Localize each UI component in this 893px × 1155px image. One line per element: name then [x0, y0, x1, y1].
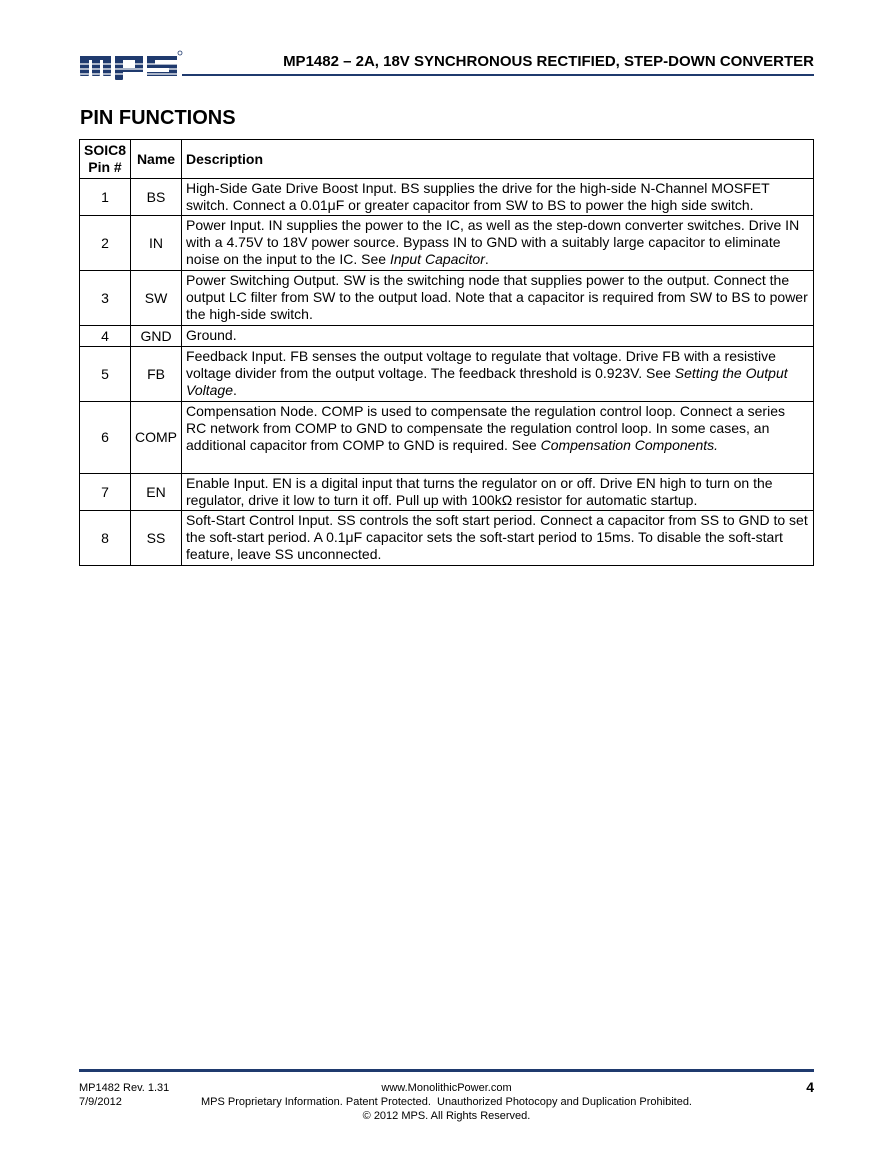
pin-number: 1 — [80, 179, 131, 216]
pin-name: SS — [131, 511, 182, 566]
desc-end: . — [484, 251, 489, 267]
table-header-row — [80, 140, 814, 179]
proprietary-notice: MPS Proprietary Information. Patent Protected. Unauthorized Photocopy and Duplication Prohibited. — [201, 1096, 692, 1108]
pin-name: BS — [131, 179, 182, 216]
pin-number: 5 — [80, 347, 131, 402]
table-row — [80, 347, 814, 402]
header-name: Name — [131, 140, 182, 179]
header-pin — [80, 140, 131, 179]
pin-description — [182, 271, 814, 326]
header-pin-line1: SOIC8 — [84, 142, 127, 158]
pin-description — [182, 326, 814, 347]
document-title: MP1482 – 2A, 18V SYNCHRONOUS RECTIFIED, STEP-DOWN CONVERTER — [283, 53, 814, 70]
desc-reference: Input Capacitor — [389, 251, 485, 267]
revision-date: 7/9/2012 — [79, 1096, 122, 1108]
header-pin-line2: Pin # — [88, 159, 122, 175]
pin-name: GND — [131, 326, 182, 347]
pin-name: FB — [131, 347, 182, 402]
header-divider — [182, 74, 814, 76]
desc-text: Feedback Input. FB senses the output voltage to regulate that voltage. Drive FB with a resistive voltage divider from the output voltage. The feedback threshold is 0.923V. See — [186, 348, 776, 381]
pin-description — [182, 474, 814, 511]
desc-text: Soft-Start Control Input. SS controls the soft start period. Connect a capacitor from SS to GND to set the soft-start period. A 0.1μF capacitor sets the soft-start period to 15ms. To disable the soft-start feature, leave SS unconnected. — [186, 512, 808, 562]
pin-number: 4 — [80, 326, 131, 347]
pin-description — [182, 179, 814, 216]
desc-end: . — [232, 382, 237, 398]
table-row — [80, 474, 814, 511]
pin-description — [182, 511, 814, 566]
desc-text: Compensation Node. COMP is used to compensate the regulation control loop. Connect a series RC network from COMP to GND to compensate the regulation control loop. In some cases, an additional capacitor from COMP to GND is required. See — [186, 403, 785, 453]
pin-name: SW — [131, 271, 182, 326]
footer-notice-block — [150, 1081, 743, 1123]
desc-reference: Setting the Output Voltage — [186, 365, 788, 398]
desc-text: Enable Input. EN is a digital input that turns the regulator on or off. Drive EN high to turn on the regulator, drive it low to turn it off. Pull up with 100kΩ resistor for automatic startup. — [186, 475, 773, 508]
pin-number: 7 — [80, 474, 131, 511]
desc-text: Power Input. IN supplies the power to the IC, as well as the step-down converter switches. Drive IN with a 4.75V to 18V power source. Bypass IN to GND with a suitably large capacitor to eliminate noise on the input to the IC. See — [186, 217, 800, 267]
pin-description — [182, 402, 814, 474]
table-row — [80, 402, 814, 474]
desc-text: Ground. — [186, 327, 237, 343]
pin-description — [182, 216, 814, 271]
pin-functions-table — [79, 139, 814, 566]
table-row — [80, 271, 814, 326]
table-row — [80, 179, 814, 216]
footer-divider — [79, 1069, 814, 1072]
pin-name: EN — [131, 474, 182, 511]
pin-number: 8 — [80, 511, 131, 566]
website-link[interactable]: www.MonolithicPower.com — [381, 1082, 512, 1094]
desc-text: High-Side Gate Drive Boost Input. BS supplies the drive for the high-side N-Channel MOSFET switch. Connect a 0.01μF or greater capacitor from SW to BS to power the high side switch. — [186, 180, 770, 213]
pin-description — [182, 347, 814, 402]
pin-number: 2 — [80, 216, 131, 271]
page-number: 4 — [806, 1079, 814, 1095]
table-row — [80, 216, 814, 271]
desc-text: Power Switching Output. SW is the switching node that supplies power to the output. Connect the output LC filter from SW to the output load. Note that a capacitor is required from SW to BS to power the high-side switch. — [186, 272, 808, 322]
mps-logo — [80, 50, 184, 80]
pin-name: IN — [131, 216, 182, 271]
revision: MP1482 Rev. 1.31 — [79, 1082, 170, 1094]
copyright: © 2012 MPS. All Rights Reserved. — [362, 1110, 531, 1122]
header-description: Description — [182, 140, 814, 179]
section-title: PIN FUNCTIONS — [80, 107, 236, 129]
pin-number: 3 — [80, 271, 131, 326]
pin-number: 6 — [80, 402, 131, 474]
pin-name: COMP — [131, 402, 182, 474]
table-row — [80, 511, 814, 566]
desc-reference: Compensation Components. — [540, 437, 719, 453]
table-row — [80, 326, 814, 347]
